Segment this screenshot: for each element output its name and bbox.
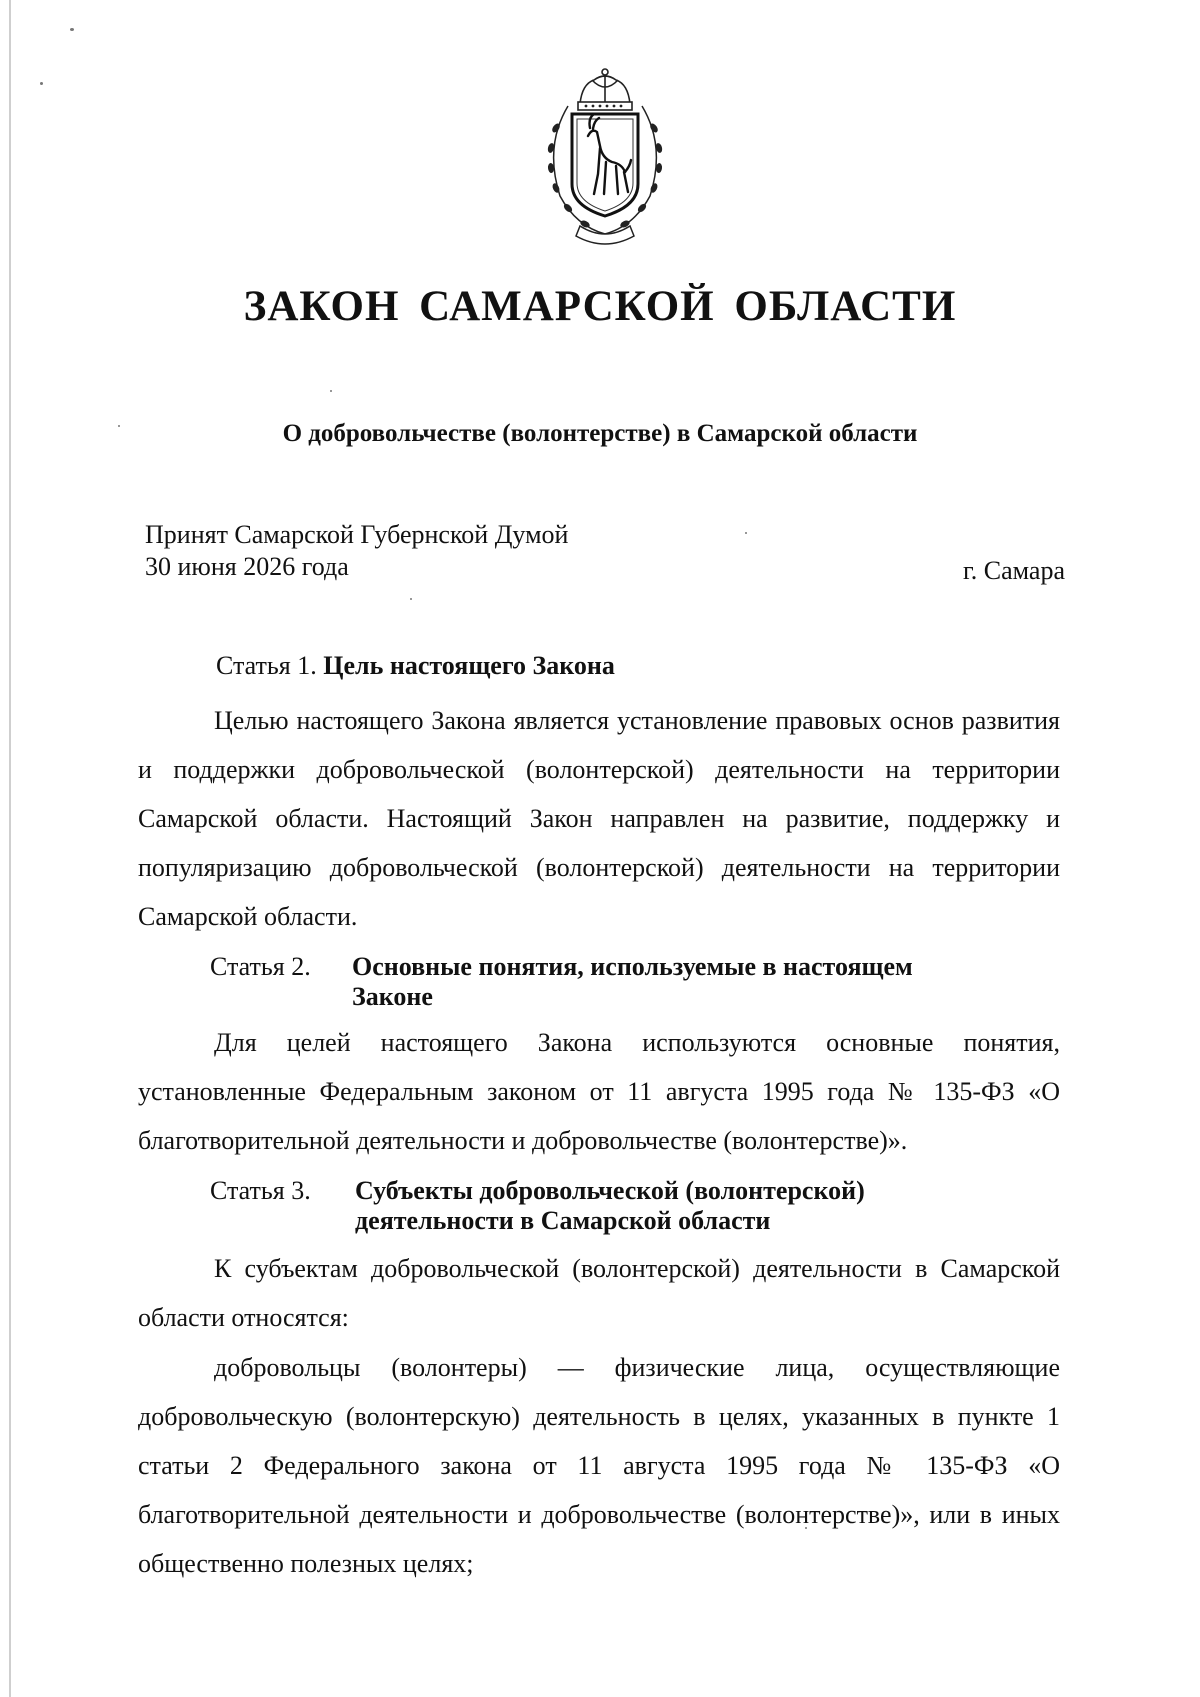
scan-speck — [745, 532, 747, 534]
article-3-item-1: добровольцы (волонтеры) — физические лица, осуществляющие добровольческую (волонтерскую) деятельность в целях, указанных в пункте 1 статьи 2 Федерального закона от 11 августа 1995 года № 135-ФЗ «О благотворительной деятельности и добровольчестве (волонтерстве)», или в иных общественно полезных целях; — [138, 1353, 1060, 1578]
scan-speck — [40, 82, 43, 85]
article-3-name-line1: Субъекты добровольческой (волонтерской) — [355, 1176, 865, 1205]
samara-coat-of-arms-icon — [530, 66, 680, 246]
article-3-text: К субъектам добровольческой (волонтерской) деятельности в Самарской области относятся: — [138, 1254, 1060, 1332]
adoption-body: Принят Самарской Губернской Думой — [145, 520, 569, 549]
scan-edge-line — [9, 0, 11, 1697]
city-name: г. Самара — [963, 556, 1065, 585]
scan-speck — [70, 28, 74, 31]
article-2-name — [352, 952, 913, 1012]
scan-speck — [410, 598, 412, 600]
adoption-date: 30 июня 2026 года — [145, 552, 349, 581]
article-1-name: Цель настоящего Закона — [323, 651, 615, 680]
law-subtitle: О добровольчестве (волонтерстве) в Самарской области — [282, 420, 918, 447]
article-3-name-line2: деятельности в Самарской области — [355, 1206, 771, 1235]
article-3-number: Статья 3. — [210, 1176, 311, 1205]
article-3-name — [355, 1176, 865, 1236]
article-1-number: Статья 1. — [216, 651, 317, 680]
article-2-name-line1: Основные понятия, используемые в настоящем — [352, 952, 913, 981]
scan-speck — [330, 390, 332, 392]
article-2-text: Для целей настоящего Закона используются основные понятия, установленные Федеральным законом от 11 августа 1995 года № 135-ФЗ «О благотворительной деятельности и добровольчестве (волонтерстве)». — [138, 1028, 1060, 1155]
article-2-number: Статья 2. — [210, 952, 311, 981]
article-1-text: Целью настоящего Закона является установление правовых основ развития и поддержки добровольческой (волонтерской) деятельности на территории Самарской области. Настоящий Закон направлен на развитие, поддержку и популяризацию добровольческой (волонтерской) деятельности на территории Самарской области. — [138, 706, 1060, 931]
adoption-info — [145, 519, 568, 583]
article-1-heading — [216, 651, 615, 681]
law-title: ЗАКОН САМАРСКОЙ ОБЛАСТИ — [243, 283, 957, 330]
article-2-name-line2: Законе — [352, 982, 433, 1011]
